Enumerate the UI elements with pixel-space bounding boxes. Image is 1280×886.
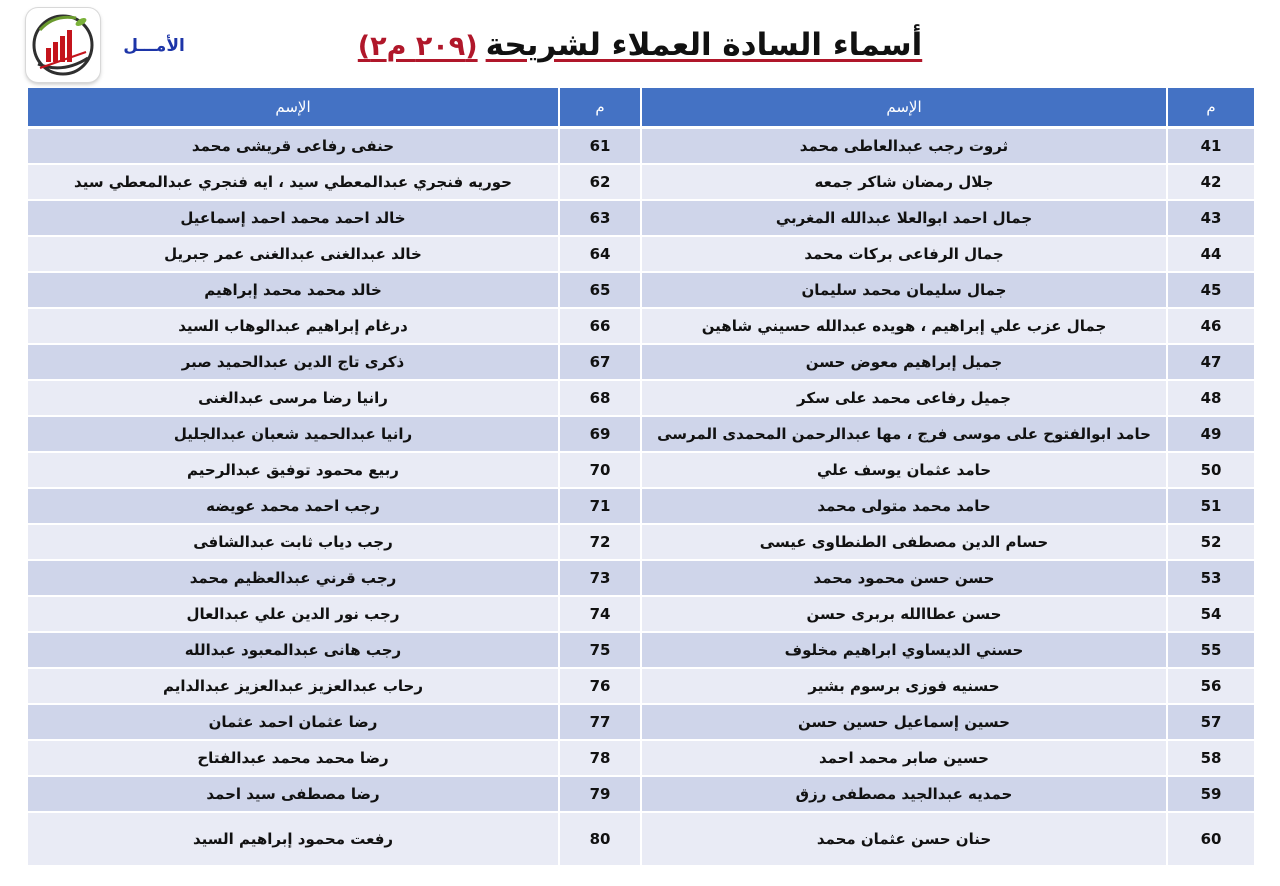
- client-name: رضا محمد محمد عبدالفتاح: [28, 741, 558, 777]
- client-name: حمديه عبدالجيد مصطفى رزق: [642, 777, 1166, 813]
- row-number: 68: [560, 381, 640, 417]
- row-number: 55: [1168, 633, 1254, 669]
- client-name: حوريه فنجري عبدالمعطي سيد ، ايه فنجري عبدالمعطي سيد: [28, 165, 558, 201]
- table-body: [28, 129, 1254, 867]
- row-number: 41: [1168, 129, 1254, 165]
- table-row: [28, 633, 1254, 669]
- row-number: 54: [1168, 597, 1254, 633]
- row-number: 59: [1168, 777, 1254, 813]
- row-number: 50: [1168, 453, 1254, 489]
- row-number: 63: [560, 201, 640, 237]
- row-number: 67: [560, 345, 640, 381]
- client-name: رفعت محمود إبراهيم السيد: [28, 813, 558, 867]
- client-name: حسن حسن محمود محمد: [642, 561, 1166, 597]
- row-number: 44: [1168, 237, 1254, 273]
- client-name: حسن عطاالله بربرى حسن: [642, 597, 1166, 633]
- client-name: رضا مصطفى سيد احمد: [28, 777, 558, 813]
- table-row: [28, 813, 1254, 867]
- row-number: 48: [1168, 381, 1254, 417]
- row-number: 49: [1168, 417, 1254, 453]
- client-name: جمال احمد ابوالعلا عبدالله المغربي: [642, 201, 1166, 237]
- table-row: [28, 561, 1254, 597]
- company-logo: [26, 8, 100, 82]
- table-row: [28, 237, 1254, 273]
- table-row: [28, 273, 1254, 309]
- client-name: رجب نور الدين علي عبدالعال: [28, 597, 558, 633]
- client-name: رجب دياب ثابت عبدالشافى: [28, 525, 558, 561]
- table-header-row: [28, 88, 1254, 129]
- row-number: 60: [1168, 813, 1254, 867]
- column-header-name: الإسم: [642, 88, 1166, 129]
- row-number: 57: [1168, 705, 1254, 741]
- client-name: حامد محمد متولى محمد: [642, 489, 1166, 525]
- table-row: [28, 453, 1254, 489]
- client-name: جمال سليمان محمد سليمان: [642, 273, 1166, 309]
- row-number: 53: [1168, 561, 1254, 597]
- table-row: [28, 129, 1254, 165]
- table-row: [28, 381, 1254, 417]
- client-name: خالد محمد محمد إبراهيم: [28, 273, 558, 309]
- table-row: [28, 777, 1254, 813]
- row-number: 65: [560, 273, 640, 309]
- client-name: ثروت رجب عبدالعاطى محمد: [642, 129, 1166, 165]
- table-row: [28, 489, 1254, 525]
- client-name: رجب هانى عبدالمعبود عبدالله: [28, 633, 558, 669]
- row-number: 61: [560, 129, 640, 165]
- page-title-sub: (٢٠٩ م٢): [357, 31, 478, 62]
- row-number: 75: [560, 633, 640, 669]
- table-row: [28, 309, 1254, 345]
- client-name: حسين صابر محمد احمد: [642, 741, 1166, 777]
- row-number: 80: [560, 813, 640, 867]
- page-title-main: أسماء السادة العملاء لشريحة: [485, 27, 923, 63]
- client-name: حامد ابوالفتوح على موسى فرج ، مها عبدالرحمن المحمدى المرسى: [642, 417, 1166, 453]
- row-number: 73: [560, 561, 640, 597]
- client-name: خالد احمد محمد احمد إسماعيل: [28, 201, 558, 237]
- client-name: درغام إبراهيم عبدالوهاب السيد: [28, 309, 558, 345]
- logo-graphic: [26, 8, 100, 82]
- table-row: [28, 597, 1254, 633]
- client-name: خالد عبدالغنى عبدالغنى عمر جبريل: [28, 237, 558, 273]
- table-row: [28, 201, 1254, 237]
- row-number: 76: [560, 669, 640, 705]
- column-header-number: م: [1168, 88, 1254, 129]
- row-number: 77: [560, 705, 640, 741]
- row-number: 78: [560, 741, 640, 777]
- client-name: جميل إبراهيم معوض حسن: [642, 345, 1166, 381]
- table-row: [28, 669, 1254, 705]
- row-number: 72: [560, 525, 640, 561]
- client-name: ذكرى تاج الدين عبدالحميد صبر: [28, 345, 558, 381]
- row-number: 46: [1168, 309, 1254, 345]
- column-header-number: م: [560, 88, 640, 129]
- row-number: 52: [1168, 525, 1254, 561]
- table-row: [28, 705, 1254, 741]
- row-number: 69: [560, 417, 640, 453]
- client-name: حسين إسماعيل حسين حسن: [642, 705, 1166, 741]
- row-number: 74: [560, 597, 640, 633]
- row-number: 43: [1168, 201, 1254, 237]
- client-name: حسام الدين مصطفى الطنطاوى عيسى: [642, 525, 1166, 561]
- table-row: [28, 741, 1254, 777]
- client-name: رضا عثمان احمد عثمان: [28, 705, 558, 741]
- client-name: حسنيه فوزى برسوم بشير: [642, 669, 1166, 705]
- row-number: 71: [560, 489, 640, 525]
- client-name: حسني الديساوي ابراهيم مخلوف: [642, 633, 1166, 669]
- client-name: جميل رفاعى محمد على سكر: [642, 381, 1166, 417]
- client-name: رحاب عبدالعزيز عبدالعزيز عبدالدايم: [28, 669, 558, 705]
- table-row: [28, 525, 1254, 561]
- client-name: حامد عثمان يوسف علي: [642, 453, 1166, 489]
- row-number: 79: [560, 777, 640, 813]
- row-number: 64: [560, 237, 640, 273]
- row-number: 62: [560, 165, 640, 201]
- client-name: حنان حسن عثمان محمد: [642, 813, 1166, 867]
- table-row: [28, 165, 1254, 201]
- client-name: جمال الرفاعى بركات محمد: [642, 237, 1166, 273]
- client-name: جمال عزب علي إبراهيم ، هويده عبدالله حسيني شاهين: [642, 309, 1166, 345]
- brand-name: الأمـــل: [123, 36, 185, 56]
- clients-table: [26, 88, 1256, 867]
- row-number: 47: [1168, 345, 1254, 381]
- client-name: رجب احمد محمد عويضه: [28, 489, 558, 525]
- row-number: 56: [1168, 669, 1254, 705]
- page-title: [300, 22, 980, 68]
- column-header-name: الإسم: [28, 88, 558, 129]
- row-number: 66: [560, 309, 640, 345]
- table-row: [28, 345, 1254, 381]
- client-name: جلال رمضان شاكر جمعه: [642, 165, 1166, 201]
- row-number: 70: [560, 453, 640, 489]
- client-name: حنفى رفاعى قريشى محمد: [28, 129, 558, 165]
- client-name: رانيا رضا مرسى عبدالغنى: [28, 381, 558, 417]
- client-name: رانيا عبدالحميد شعبان عبدالجليل: [28, 417, 558, 453]
- row-number: 42: [1168, 165, 1254, 201]
- row-number: 51: [1168, 489, 1254, 525]
- row-number: 58: [1168, 741, 1254, 777]
- client-name: ربيع محمود توفيق عبدالرحيم: [28, 453, 558, 489]
- client-name: رجب قرني عبدالعظيم محمد: [28, 561, 558, 597]
- table-row: [28, 417, 1254, 453]
- row-number: 45: [1168, 273, 1254, 309]
